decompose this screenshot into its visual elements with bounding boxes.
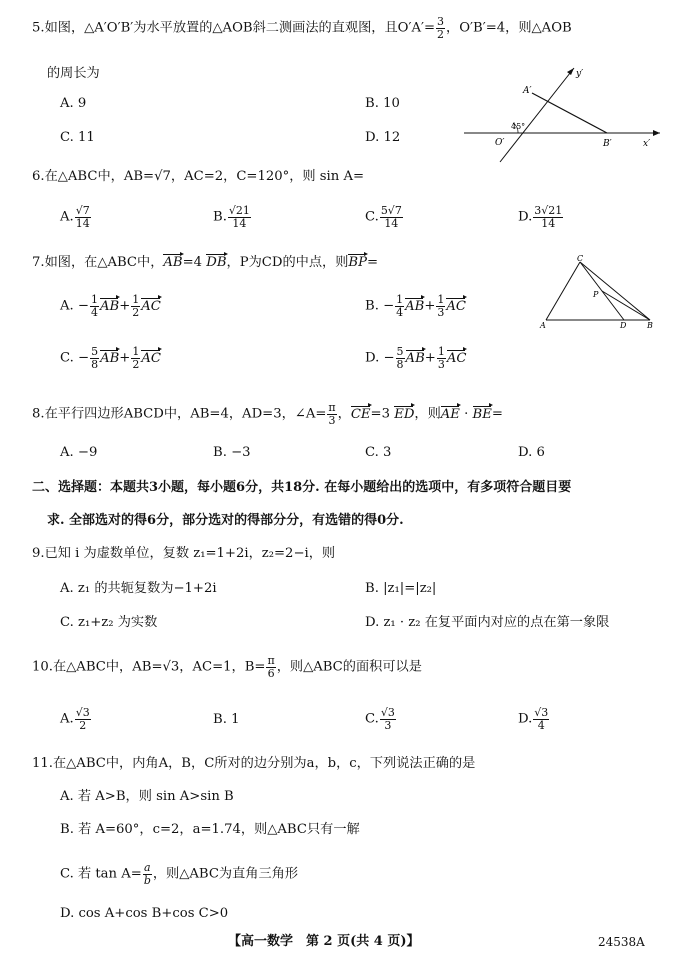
q7-triangle-figure: [538, 253, 660, 333]
q7-c-plus: +: [119, 350, 131, 366]
q5-option-b: B. 10: [365, 96, 400, 111]
q6-b-num: √21: [228, 204, 250, 217]
q7-side-cb: [580, 262, 650, 320]
q7-label-p: P: [593, 290, 599, 299]
q7-d-letter: D. −: [365, 350, 395, 366]
q8-frac-num: π: [328, 401, 336, 414]
q5-frac-den: 2: [437, 27, 445, 41]
q8-option-c: C. 3: [365, 445, 392, 460]
q10-a-letter: A.: [60, 711, 74, 727]
q10-d-num: √3: [534, 706, 549, 719]
q6-stem: 6.在△ABC中，AB=√7，AC=2，C=120°，则 sin A=: [32, 169, 365, 184]
q7-stem-part3: =: [366, 255, 379, 270]
q7-vector-bp: BP: [348, 255, 367, 270]
q7-a-f1d: 4: [90, 305, 98, 319]
q7-c-f1n: 5: [91, 345, 99, 358]
q7-d-f1d: 8: [396, 357, 404, 371]
section2-line1: 二、选择题：本题共3小题，每小题6分，共18分. 在每小题给出的选项中，有多项符合题目要: [32, 480, 572, 495]
q5-fraction: [436, 16, 445, 40]
q7-d-vec2: AC: [446, 350, 467, 366]
q7-d-vec1: AB: [405, 350, 425, 366]
q5-label-b: B′: [603, 139, 612, 149]
q9-option-c: C. z₁+z₂ 为实数: [60, 615, 158, 630]
q7-a-vec1: AB: [99, 298, 120, 314]
q9-option-d: D. z₁ · z₂ 在复平面内对应的点在第一象限: [365, 615, 610, 630]
q7-b-plus: +: [424, 298, 436, 314]
q7-d-frac2: [437, 346, 446, 370]
q10-stem-part1: 10.在△ABC中，AB=√3，AC=1，B=: [32, 659, 266, 675]
q5-label-o: O′: [495, 138, 505, 148]
q9-option-a: A. z₁ 的共轭复数为−1+2i: [60, 581, 217, 596]
q7-a-f2d: 2: [132, 305, 140, 319]
q7-segment-pb: [602, 291, 650, 320]
q7-eq: =4: [182, 255, 203, 270]
q7-option-b: [365, 294, 466, 318]
q5-stem-line2: 的周长为: [47, 66, 100, 81]
q5-label-y: y′: [576, 69, 584, 79]
q7-a-frac2: [131, 294, 140, 318]
q5-option-c: C. 11: [60, 130, 95, 145]
q8-eq: =3: [370, 406, 390, 422]
q6-b-den: 14: [232, 216, 247, 230]
q5-stem-part2: ，O′B′=4，则△AOB: [446, 20, 572, 36]
q11-c-frac: [143, 862, 152, 886]
q10-c-den: 3: [384, 718, 392, 732]
q7-d-frac1: [396, 346, 405, 370]
q8-stem-part1: 8.在平行四边形ABCD中，AB=4，AD=3，∠A=: [32, 406, 327, 422]
q11-option-a: A. 若 A>B，则 sin A>sin B: [60, 789, 234, 804]
q10-stem: [32, 655, 422, 679]
q7-c-vec1: AB: [100, 350, 120, 366]
q5-side-ab: [532, 93, 607, 133]
paper-code: 24538A: [598, 935, 645, 949]
q8-fraction: [327, 402, 336, 426]
q7-b-f2n: 1: [437, 293, 445, 306]
q7-stem-part2: ，P为CD的中点，则: [226, 255, 349, 270]
q6-a-num: √7: [75, 204, 90, 217]
q6-a-frac: [75, 205, 91, 229]
q6-b-frac: [228, 205, 251, 229]
q7-a-letter: A. −: [60, 298, 89, 314]
q10-c-frac: [380, 707, 396, 731]
q10-d-letter: D.: [518, 711, 533, 727]
q7-c-frac2: [131, 346, 140, 370]
q8-stem-part4: =: [491, 406, 503, 422]
q6-option-a: [60, 205, 92, 229]
q7-option-d: [365, 346, 466, 370]
q7-a-frac1: [90, 294, 99, 318]
q7-label-a: A: [540, 321, 546, 330]
q6-b-letter: B.: [213, 209, 227, 225]
q5-oblique-figure: [464, 62, 662, 168]
q6-a-letter: A.: [60, 209, 74, 225]
q10-fraction: [266, 655, 275, 679]
q6-c-frac: [380, 205, 403, 229]
q7-vector-db: DB: [206, 255, 227, 270]
q5-stem: [32, 16, 572, 40]
q8-vector-be: BE: [472, 406, 492, 422]
q7-label-c: C: [577, 254, 584, 263]
q7-d-f2n: 1: [437, 345, 445, 358]
q7-b-vec2: AC: [446, 298, 467, 314]
q6-d-frac: [533, 205, 563, 229]
q5-option-a: A. 9: [60, 96, 87, 111]
q10-a-num: √3: [75, 706, 90, 719]
q11-c-part2: ，则△ABC为直角三角形: [152, 866, 299, 882]
q10-option-b: B. 1: [213, 712, 240, 727]
q10-frac-num: π: [267, 654, 275, 667]
q11-c-den: b: [143, 873, 151, 887]
q7-side-ac: [546, 262, 580, 320]
q7-option-c: [60, 346, 161, 370]
q6-option-c: [365, 205, 404, 229]
q7-d-f2d: 3: [437, 357, 445, 371]
q7-c-vec2: AC: [141, 350, 161, 366]
q7-b-letter: B. −: [365, 298, 395, 314]
q9-stem: 9.已知 i 为虚数单位，复数 z₁=1+2i，z₂=2−i，则: [32, 546, 336, 561]
q7-b-f2d: 3: [437, 305, 445, 319]
q7-label-b: B: [647, 321, 653, 330]
q8-vector-ae: AE: [440, 406, 460, 422]
q10-c-num: √3: [380, 706, 395, 719]
q11-c-part1: C. 若 tan A=: [60, 866, 142, 882]
q8-stem: [32, 402, 503, 426]
q7-label-d: D: [620, 321, 627, 330]
q5-label-a: A′: [523, 86, 532, 96]
q6-c-letter: C.: [365, 209, 379, 225]
q8-option-b: B. −3: [213, 445, 251, 460]
q10-c-letter: C.: [365, 711, 379, 727]
q10-frac-den: 6: [267, 666, 275, 680]
q7-d-f1n: 5: [396, 345, 404, 358]
q5-stem-part1: 5.如图，△A′O′B′为水平放置的△AOB斜二测画法的直观图，且O′A′=: [32, 20, 436, 36]
q8-option-a: A. −9: [60, 445, 98, 460]
q7-a-plus: +: [119, 298, 131, 314]
q5-frac-num: 3: [437, 15, 445, 28]
q10-stem-part2: ，则△ABC的面积可以是: [276, 659, 422, 675]
q7-vector-ab: AB: [163, 255, 183, 270]
q6-d-letter: D.: [518, 209, 533, 225]
q11-option-d: D. cos A+cos B+cos C>0: [60, 906, 229, 921]
q7-option-a: [60, 294, 161, 318]
section2-line2: 求. 全部选对的得6分，部分选对的得部分分，有选错的得0分.: [47, 513, 404, 528]
q7-stem: [32, 256, 378, 269]
q7-a-f1n: 1: [90, 293, 98, 306]
q11-option-b: B. 若 A=60°，c=2，a=1.74，则△ABC只有一解: [60, 822, 360, 837]
q5-y-arrow: [567, 68, 574, 75]
q10-option-d: [518, 707, 550, 731]
q7-c-f1d: 8: [91, 357, 99, 371]
q10-d-den: 4: [537, 718, 545, 732]
q8-dot: ·: [464, 406, 469, 422]
q7-b-frac1: [395, 294, 404, 318]
q8-frac-den: 3: [328, 413, 336, 427]
q9-option-b: B. |z₁|=|z₂|: [365, 581, 437, 596]
page-footer: 【高一数学 第 2 页(共 4 页)】: [228, 934, 420, 949]
q7-a-f2n: 1: [132, 293, 140, 306]
q7-b-vec1: AB: [405, 298, 425, 314]
q11-option-c: [60, 862, 298, 886]
q8-vector-ce: CE: [350, 406, 371, 422]
q10-option-c: [365, 707, 397, 731]
q6-option-d: [518, 205, 564, 229]
q5-label-x: x′: [643, 139, 651, 149]
q7-c-frac1: [90, 346, 99, 370]
q6-a-den: 14: [75, 216, 90, 230]
q7-b-f1n: 1: [396, 293, 404, 306]
q11-c-num: a: [144, 861, 151, 874]
q6-c-num: 5√7: [380, 204, 402, 217]
q7-a-vec2: AC: [141, 298, 161, 314]
q7-c-letter: C. −: [60, 350, 90, 366]
q7-b-f1d: 4: [396, 305, 404, 319]
q6-d-den: 14: [541, 216, 556, 230]
q8-vector-ed: ED: [394, 406, 415, 422]
q7-stem-part1: 7.如图，在△ABC中，: [32, 255, 164, 270]
q5-option-d: D. 12: [365, 130, 401, 145]
q11-stem: 11.在△ABC中，内角A，B，C所对的边分别为a，b，c，下列说法正确的是: [32, 756, 476, 771]
q5-label-angle: 45°: [511, 122, 526, 131]
q8-stem-part2: ，: [337, 406, 351, 422]
q6-option-b: [213, 205, 252, 229]
q5-x-arrow: [653, 130, 660, 136]
q5-y-axis: [500, 68, 574, 162]
q10-d-frac: [533, 707, 549, 731]
q8-option-d: D. 6: [518, 445, 545, 460]
q7-b-frac2: [436, 294, 445, 318]
q8-stem-part3: ，则: [414, 406, 441, 422]
q10-option-a: [60, 707, 92, 731]
q10-a-frac: [75, 707, 91, 731]
q7-c-f2d: 2: [132, 357, 140, 371]
q7-d-plus: +: [424, 350, 436, 366]
q10-a-den: 2: [79, 718, 87, 732]
q6-c-den: 14: [384, 216, 399, 230]
q6-d-num: 3√21: [534, 204, 563, 217]
q7-c-f2n: 1: [132, 345, 140, 358]
